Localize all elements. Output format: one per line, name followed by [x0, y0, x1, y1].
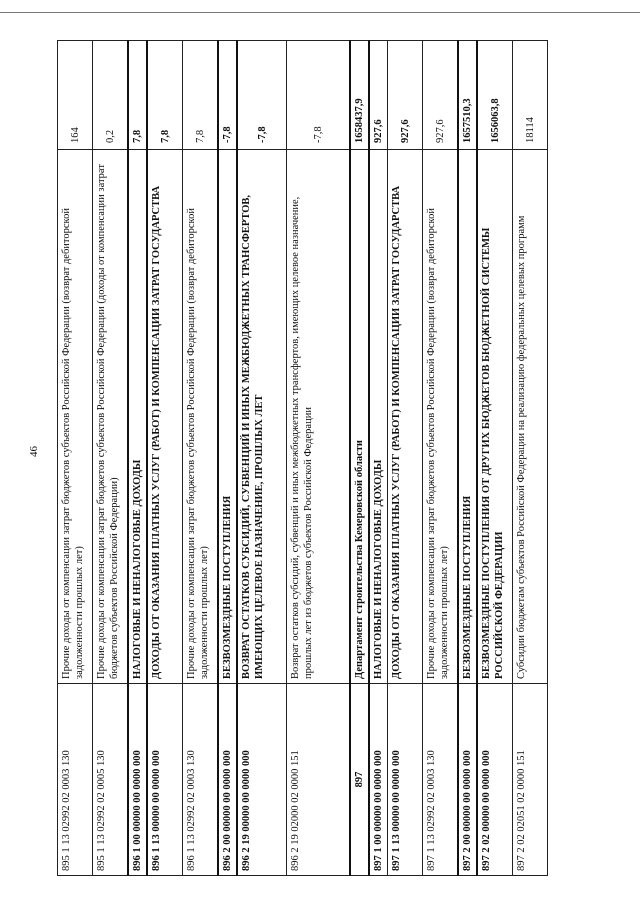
- budget-code: 897 1 13 00000 00 0000 000: [388, 684, 423, 876]
- revenue-name: Возврат остатков субсидий, субвенций и иных межбюджетных трансфертов, имеющих целевое назначение, прошлых лет из бюджетов субъектов Российской Федерации: [287, 150, 351, 684]
- amount-value: 7,8: [128, 41, 147, 150]
- amount-value: 7,8: [183, 41, 219, 150]
- budget-code: 895 1 13 02992 02 0005 130: [93, 684, 129, 876]
- budget-code: 897: [350, 684, 369, 876]
- page-number: 46: [28, 446, 40, 458]
- revenue-name: БЕЗВОЗМЕЗДНЫЕ ПОСТУПЛЕНИЯ ОТ ДРУГИХ БЮДЖЕТОВ БЮДЖЕТНОЙ СИСТЕМЫ РОССИЙСКОЙ ФЕДЕРАЦИИ: [477, 150, 513, 684]
- amount-value: 164: [58, 41, 93, 150]
- budget-code: 896 1 00 00000 00 0000 000: [128, 684, 147, 876]
- revenue-name: НАЛОГОВЫЕ И НЕНАЛОГОВЫЕ ДОХОДЫ: [128, 150, 147, 684]
- budget-code: 896 1 13 00000 00 0000 000: [147, 684, 183, 876]
- amount-value: 7,8: [147, 41, 183, 150]
- revenue-name: Субсидии бюджетам субъектов Российской Федерации на реализацию федеральных целевых программ: [513, 150, 548, 684]
- budget-code: 897 1 13 02992 02 0003 130: [423, 684, 459, 876]
- table-row: [423, 41, 459, 876]
- table-row: [388, 41, 423, 876]
- revenue-name: ВОЗВРАТ ОСТАТКОВ СУБСИДИЙ, СУБВЕНЦИЙ И ИНЫХ МЕЖБЮДЖЕТНЫХ ТРАНСФЕРТОВ, ИМЕЮЩИХ ЦЕЛЕВОЕ НАЗНАЧЕНИЕ, ПРОШЛЫХ ЛЕТ: [237, 150, 287, 684]
- table-row: [218, 41, 237, 876]
- revenue-name: БЕЗВОЗМЕЗДНЫЕ ПОСТУПЛЕНИЯ: [218, 150, 237, 684]
- budget-table-rotated: [57, 41, 585, 876]
- table-row: [513, 41, 548, 876]
- budget-code: 896 1 13 02992 02 0003 130: [183, 684, 219, 876]
- table-row: [477, 41, 513, 876]
- revenue-name: Прочие доходы от компенсации затрат бюджетов субъектов Российской Федерации (доходы от компенсации затрат бюджетов субъектов Российской Федерации): [93, 150, 129, 684]
- amount-value: 18114: [513, 41, 548, 150]
- amount-value: 927,6: [369, 41, 388, 150]
- revenue-name: ДОХОДЫ ОТ ОКАЗАНИЯ ПЛАТНЫХ УСЛУГ (РАБОТ) И КОМПЕНСАЦИИ ЗАТРАТ ГОСУДАРСТВА: [147, 150, 183, 684]
- amount-value: -7,8: [287, 41, 351, 150]
- table-row: [458, 41, 477, 876]
- revenue-name: Прочие доходы от компенсации затрат бюджетов субъектов Российской Федерации (возврат дебиторской задолженности прошлых лет): [423, 150, 459, 684]
- budget-code: 896 2 19 00000 00 0000 000: [237, 684, 287, 876]
- table-row: [369, 41, 388, 876]
- amount-value: 1656063,8: [477, 41, 513, 150]
- table-row: [287, 41, 351, 876]
- amount-value: -7,8: [218, 41, 237, 150]
- table-row: [237, 41, 287, 876]
- budget-revenue-table: [57, 40, 548, 876]
- amount-value: 1657510,3: [458, 41, 477, 150]
- revenue-name: Прочие доходы от компенсации затрат бюджетов субъектов Российской Федерации (возврат дебиторской задолженности прошлых лет): [183, 150, 219, 684]
- budget-code: 896 2 19 02000 02 0000 151: [287, 684, 351, 876]
- budget-code: 897 2 00 00000 00 0000 000: [458, 684, 477, 876]
- revenue-name: Департамент строительства Кемеровской области: [350, 150, 369, 684]
- amount-value: 0,2: [93, 41, 129, 150]
- revenue-name: ДОХОДЫ ОТ ОКАЗАНИЯ ПЛАТНЫХ УСЛУГ (РАБОТ) И КОМПЕНСАЦИИ ЗАТРАТ ГОСУДАРСТВА: [388, 150, 423, 684]
- budget-code: 897 2 02 00000 00 0000 000: [477, 684, 513, 876]
- revenue-name: Прочие доходы от компенсации затрат бюджетов субъектов Российской Федерации (возврат дебиторской задолженности прошлых лет): [58, 150, 93, 684]
- top-border-line: [0, 12, 640, 13]
- amount-value: 1658437,9: [350, 41, 369, 150]
- budget-code: 897 1 00 00000 00 0000 000: [369, 684, 388, 876]
- amount-value: 927,6: [388, 41, 423, 150]
- budget-code: 895 1 13 02992 02 0003 130: [58, 684, 93, 876]
- amount-value: 927,6: [423, 41, 459, 150]
- table-row: [128, 41, 147, 876]
- table-row: [350, 41, 369, 876]
- table-row: [183, 41, 219, 876]
- budget-code: 897 2 02 02051 02 0000 151: [513, 684, 548, 876]
- revenue-name: НАЛОГОВЫЕ И НЕНАЛОГОВЫЕ ДОХОДЫ: [369, 150, 388, 684]
- table-row: [93, 41, 129, 876]
- revenue-name: БЕЗВОЗМЕЗДНЫЕ ПОСТУПЛЕНИЯ: [458, 150, 477, 684]
- budget-code: 896 2 00 00000 00 0000 000: [218, 684, 237, 876]
- amount-value: -7,8: [237, 41, 287, 150]
- table-row: [147, 41, 183, 876]
- table-row: [58, 41, 93, 876]
